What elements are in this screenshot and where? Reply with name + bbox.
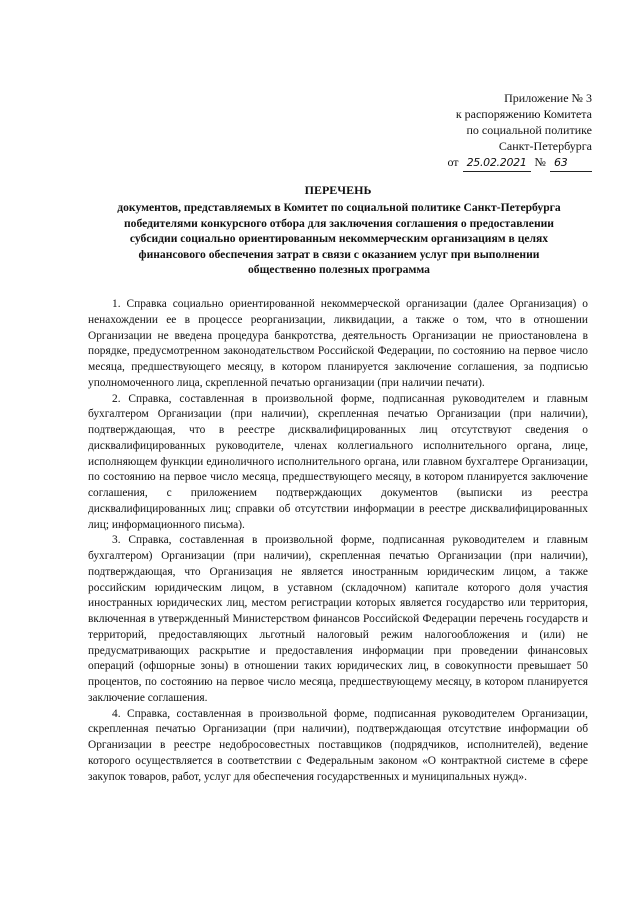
paragraph-3: 3. Справка, составленная в произвольной форме, подписанная руководителем и главным бухгалтером) Организации (при наличии), скрепленная печатью Организации (при наличии), подтверждающая, что Организация не является иностранным юридическим лицом, а также российским юридическим лицом, в уставном (складочном) капитале которого доля участия иностранных юридических лиц, местом регистрации которых является государство или территория, включенная в утвержденный Министерством финансов Российской Федерации перечень государств и территорий, предоставляющих льготный налоговый режим налогообложения и (или) не предусматривающих раскрытие и предоставления информации при проведении финансовых операций (офшорные зоны) в отношении таких юридических лиц, в совокупности превышает 50 процентов, по состоянию на первое число месяца, предшествующему месяцу, в котором планируется заключение соглашения. — [88, 534, 588, 704]
paragraph-4: 4. Справка, составленная в произвольной форме, подписанная руководителем Организации, скрепленная печатью Организации (при наличии), подтверждающая отсутствие информации об Организации в реестре недобросовестных поставщиков (подрядчиков, исполнителей), ведение которого осуществляется в соответствии с Федеральным законом «О контрактной системе в сфере закупок товаров, работ, услуг для обеспечения государственных и муниципальных нужд». — [88, 707, 588, 783]
paragraph-1: 1. Справка социально ориентированной некоммерческой организации (далее Организация) о ненахождении ее в процессе реорганизации, ликвидации, а также о том, что в отношении Организации не введена процедура банкротства, деятельность Организации не приостановлена в порядке, предусмотренном законодательством Российской Федерации, по состоянию на первое число месяца, предшествующего месяцу, в котором планируется заключение соглашения, за подписью уполномоченного лица, скрепленной печатью организации (при наличии печати). — [88, 298, 588, 389]
date-number-row — [362, 154, 592, 172]
handwritten-date: 25.02.2021 — [463, 155, 531, 172]
date-prefix: от — [447, 155, 459, 169]
appendix-header — [362, 90, 592, 172]
handwritten-number: 63 — [550, 155, 592, 172]
document-body — [88, 297, 588, 785]
appendix-number: Приложение № 3 — [504, 91, 592, 105]
number-prefix: № — [534, 155, 546, 169]
committee-name: по социальной политике — [466, 123, 592, 137]
document-title: ПЕРЕЧЕНЬ — [304, 183, 372, 197]
city-name: Санкт-Петербурга — [498, 139, 592, 153]
order-reference: к распоряжению Комитета — [455, 107, 592, 121]
paragraph-2: 2. Справка, составленная в произвольной форме, подписанная руководителем и главным бухгалтером Организации (при наличии), скрепленная печатью Организации (при наличии), подтверждающая, что в реестре дисквалифицированных лиц отсутствуют сведения о дисквалифицированных руководителе, членах коллегиального исполнительного органа, лице, исполняющем функции единоличного исполнительного органа, или главном бухгалтере Организации, по состоянию на первое число месяца, предшествующего месяцу, в котором планируется заключение соглашения, с приложением подтверждающих документов (выписки из реестра дисквалифицированных лиц; справки об отсутствии информации в реестре дисквалифицированных лиц; информационного письма). — [88, 392, 588, 531]
document-subtitle: документов, представляемых в Комитет по социальной политике Санкт-Петербурга победителями конкурсного отбора для заключения соглашения о предоставлении субсидии социально ориентированным некоммерческим организациям в целях финансового обеспечения затрат в связи с оказанием услуг при выполнении общественно полезных программа — [117, 201, 561, 277]
